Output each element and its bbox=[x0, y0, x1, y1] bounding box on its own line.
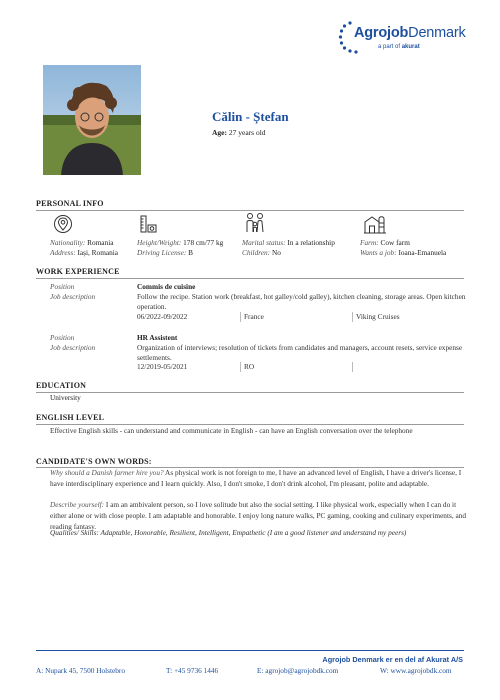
section-divider bbox=[36, 424, 464, 425]
education-value: University bbox=[50, 393, 81, 402]
driving-license-field: Driving License: B bbox=[137, 248, 193, 257]
location-pin-icon bbox=[53, 214, 73, 234]
job-description-label: Job description bbox=[50, 343, 96, 352]
job-description: Organization of interviews; resolution of tickets from candidates and managers, account resets, service expense settlements. bbox=[137, 343, 463, 362]
column-separator bbox=[352, 362, 353, 372]
column-separator bbox=[240, 362, 241, 372]
footer-company-line: Agrojob Denmark er en del af Akurat A/S bbox=[322, 655, 463, 664]
job-dates: 06/2022-09/2022 bbox=[137, 312, 188, 321]
job-description: Follow the recipe. Station work (breakfast, hot galley/cold galley), kitchen cleaning, storage areas. Open kitchen operation. bbox=[137, 292, 466, 311]
job-title: Commis de cuisine bbox=[137, 282, 196, 291]
own-words-answer-qualities: Qualities/ Skills: Adaptable, Honorable, Resilient, Intelligent, Empathetic (I am a good listener and understand my peers) bbox=[50, 528, 407, 537]
job-position-label: Position bbox=[50, 333, 75, 342]
family-icon bbox=[244, 212, 264, 232]
job-company: Viking Cruises bbox=[356, 312, 400, 321]
footer-phone: T: +45 9736 1446 bbox=[166, 666, 219, 675]
height-weight-field: Height/Weight: 178 cm/77 kg bbox=[137, 238, 224, 247]
english-level-text: Effective English skills - can understand and communicate in English - can have an English conversation over the telephone bbox=[50, 426, 413, 435]
section-heading-education: EDUCATION bbox=[36, 381, 87, 390]
section-heading-work-experience: WORK EXPERIENCE bbox=[36, 267, 120, 276]
section-heading-english-level: ENGLISH LEVEL bbox=[36, 413, 105, 422]
farm-field: Farm: Cow farm bbox=[360, 238, 410, 247]
candidate-photo bbox=[43, 65, 141, 175]
job-title: HR Assistent bbox=[137, 333, 178, 342]
section-divider bbox=[36, 392, 464, 393]
footer-website[interactable]: W: www.agrojobdk.com bbox=[380, 666, 452, 675]
company-logo bbox=[338, 20, 468, 60]
footer-divider bbox=[36, 650, 464, 651]
column-separator bbox=[352, 312, 353, 322]
section-heading-own-words: CANDIDATE'S OWN WORDS: bbox=[36, 457, 152, 466]
nationality-field: Nationality: Romania bbox=[50, 238, 114, 247]
section-divider bbox=[36, 210, 464, 211]
job-description-label: Job description bbox=[50, 292, 96, 301]
footer-email[interactable]: E: agrojob@agrojobdk.com bbox=[257, 666, 339, 675]
section-heading-personal-info: PERSONAL INFO bbox=[36, 199, 104, 208]
job-dates: 12/2019-05/2021 bbox=[137, 362, 188, 371]
job-country: France bbox=[244, 312, 264, 321]
candidate-age: Age: 27 years old bbox=[212, 128, 266, 137]
own-words-answer-describe: Describe yourself: I am an ambivalent person, so I love solitude but also the social setting. I like physical work, especially when I can do it either alone or with close people. I am adaptable and honorable. I enjoy long nature walks, PC gaming, cooking and culinary experiments, and reading fantasy. bbox=[50, 500, 467, 531]
farm-icon bbox=[363, 213, 383, 233]
footer-address: A: Nupark 45, 7500 Holstebro bbox=[36, 666, 125, 675]
job-position-label: Position bbox=[50, 282, 75, 291]
job-country: RO bbox=[244, 362, 255, 371]
section-divider bbox=[36, 278, 464, 279]
marital-status-field: Marital status: In a relationship bbox=[242, 238, 335, 247]
ruler-scale-icon bbox=[138, 214, 158, 234]
wants-job-field: Wants a job: Ioana-Emanuela bbox=[360, 248, 447, 257]
children-field: Children: No bbox=[242, 248, 281, 257]
logo-tagline: a part of akurat bbox=[378, 44, 420, 50]
column-separator bbox=[240, 312, 241, 322]
logo-wordmark: AgrojobDenmark bbox=[354, 25, 466, 41]
address-field: Address: Iași, Romania bbox=[50, 248, 119, 257]
own-words-answer-why-hire: Why should a Danish farmer hire you? As physical work is not foreign to me, I have an advanced level of English, I have a driver's license, I have interdisciplinary experience and I learn quickly. Also, I don't smoke, I don't drink alcohol, I'm pleasant, polite and adaptable. bbox=[50, 468, 462, 488]
candidate-name: Călin - Ștefan bbox=[212, 109, 289, 124]
